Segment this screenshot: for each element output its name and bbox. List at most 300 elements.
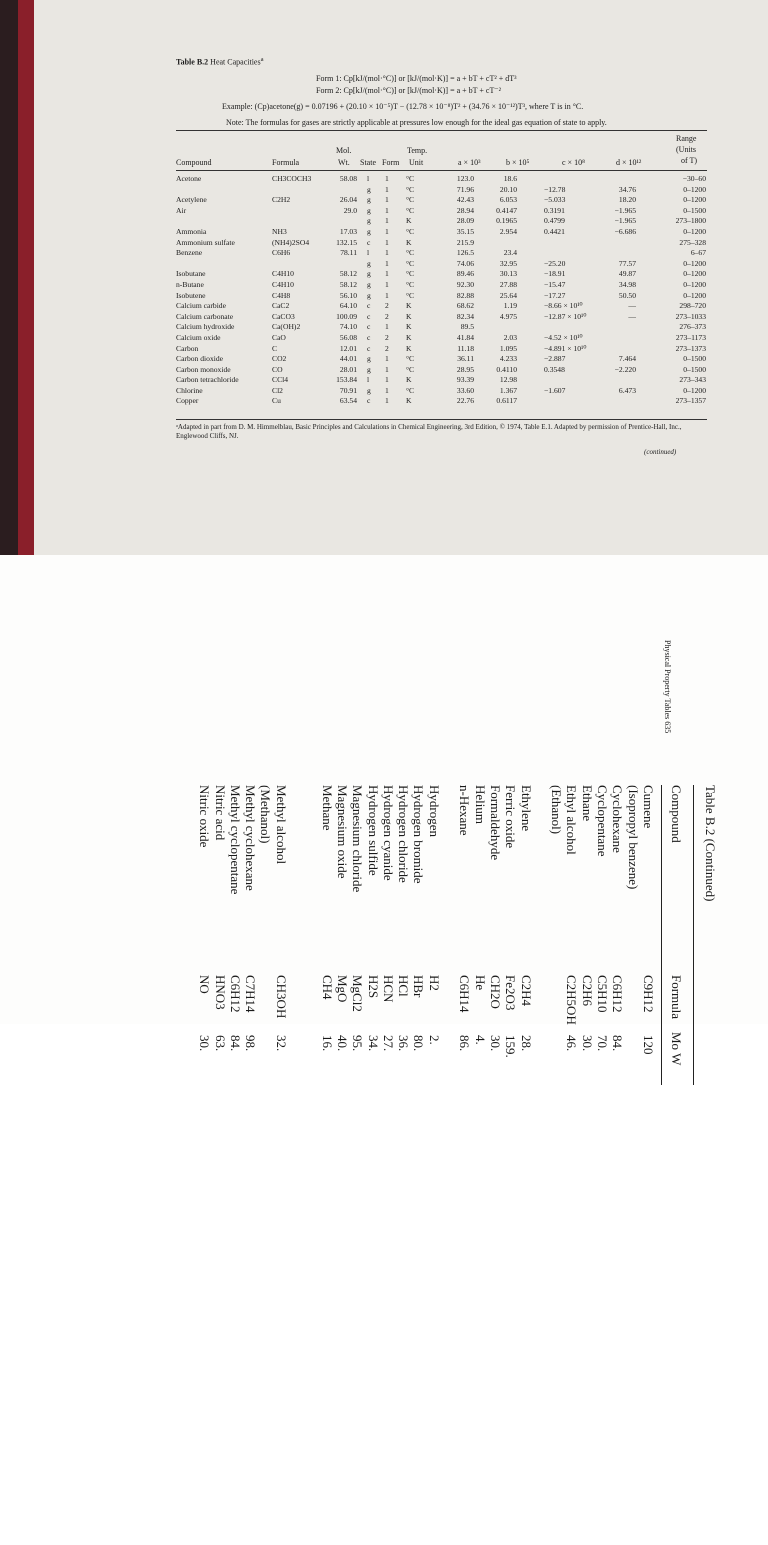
continued-header-molwt: Mo W <box>669 1032 684 1066</box>
table-row <box>176 301 707 312</box>
cell-state: c <box>367 322 371 332</box>
continued-cell-formula: C6H12 <box>227 975 243 1013</box>
cell-formula: Cu <box>272 396 281 406</box>
cell-mol-wt: 29.0 <box>343 205 357 215</box>
table-row <box>176 248 707 259</box>
header-molwt-1: Mol. <box>336 146 352 155</box>
cell-mol-wt: 58.12 <box>339 279 357 289</box>
continued-header-rule <box>661 785 662 1085</box>
continued-cell-formula: C2H4 <box>518 975 534 1007</box>
cell-form: 1 <box>385 354 389 364</box>
cell-state: g <box>367 354 371 364</box>
cell-d: 6.473 <box>618 385 636 395</box>
table-row <box>176 291 707 302</box>
cell-range: 273–1173 <box>675 332 706 342</box>
cell-mol-wt: 63.54 <box>339 396 357 406</box>
continued-cell-compound: Magnesium chloride <box>350 785 366 893</box>
continued-cell-mol-wt: 4. <box>472 1035 488 1045</box>
cell-formula: Ca(OH)2 <box>272 322 301 332</box>
table-row <box>176 386 707 397</box>
continued-cell-compound: Hydrogen cyanide <box>380 785 396 881</box>
cell-form: 1 <box>385 375 389 385</box>
cell-formula: CCl4 <box>272 375 289 385</box>
cell-temp-unit: K <box>406 343 412 353</box>
cell-state: g <box>367 184 371 194</box>
continued-cell-formula: C9H12 <box>641 975 656 1013</box>
cell-range: 273–343 <box>679 375 706 385</box>
cell-range: 273–1357 <box>675 396 706 406</box>
cell-compound: n-Butane <box>176 279 204 289</box>
cell-mol-wt: 58.08 <box>339 174 357 183</box>
cell-c: −12.87 × 10¹⁰ <box>544 311 587 321</box>
continued-cell-mol-wt: 98. <box>243 1035 259 1052</box>
cell-a: 42.43 <box>456 195 474 205</box>
continued-cell-formula: H2 <box>426 975 442 991</box>
formula-form-2: Form 2: Cp[kJ/(mol·°C)] or [kJ/(mol·K)] = a + bT + cT⁻² <box>316 86 501 95</box>
cell-compound: Acetylene <box>176 195 207 205</box>
cell-temp-unit: K <box>406 216 412 226</box>
continued-cell-mol-wt: 86. <box>457 1035 473 1052</box>
cell-compound: Calcium carbonate <box>176 311 234 321</box>
book-cover-strip <box>18 0 34 555</box>
continued-cell-compound: Hydrogen <box>426 785 442 837</box>
continued-header-formula: Formula <box>669 975 684 1020</box>
table-body <box>176 174 707 407</box>
cell-form: 1 <box>385 226 389 236</box>
continued-cell-mol-wt: 34. <box>365 1035 381 1052</box>
cell-mol-wt: 132.15 <box>336 237 357 247</box>
continued-cell-formula: Fe2O3 <box>503 975 519 1011</box>
cell-mol-wt: 100.09 <box>336 311 357 321</box>
cell-b: 0.4110 <box>496 364 517 374</box>
cell-a: 41.84 <box>456 332 474 342</box>
cell-b: 2.954 <box>499 226 517 236</box>
table-top-rule <box>176 130 707 131</box>
continued-cell-formula: HCN <box>380 975 396 1003</box>
cell-range: 6–67 <box>690 248 706 258</box>
continued-cell-mol-wt: 84. <box>227 1035 243 1052</box>
continued-cell-formula: CH4 <box>319 975 335 1000</box>
cell-b: 4.975 <box>499 311 517 321</box>
cell-range: −30–60 <box>682 174 706 183</box>
cell-temp-unit: °C <box>406 364 415 374</box>
cell-a: 28.09 <box>456 216 474 226</box>
continued-cell-formula: C2H6 <box>579 975 595 1007</box>
continued-label: (continued) <box>644 448 677 456</box>
cell-d: — <box>628 311 636 321</box>
running-head: Physical Property Tables 635 <box>663 640 672 734</box>
cell-range: 0–1500 <box>683 364 706 374</box>
cell-formula: C <box>272 343 278 353</box>
continued-cell-mol-wt: 30. <box>579 1035 595 1052</box>
cell-compound: Benzene <box>176 248 203 258</box>
continued-cell-formula: CH3OH <box>273 975 289 1019</box>
cell-c: −2.887 <box>544 354 566 364</box>
cell-a: 68.62 <box>456 301 474 311</box>
table-row <box>176 365 707 376</box>
cell-formula: C4H10 <box>272 279 294 289</box>
cell-b: 27.88 <box>499 279 517 289</box>
cell-mol-wt: 70.91 <box>339 385 357 395</box>
cell-c: −18.91 <box>544 269 566 279</box>
continued-cell-mol-wt: 2. <box>426 1035 442 1045</box>
table-row <box>176 195 707 206</box>
cell-a: 71.96 <box>456 184 474 194</box>
cell-mol-wt: 58.12 <box>339 269 357 279</box>
cell-c: 0.4799 <box>544 216 565 226</box>
cell-formula: CaCO3 <box>272 311 295 321</box>
cell-compound: Carbon monoxide <box>176 364 231 374</box>
cell-a: 28.94 <box>456 205 474 215</box>
continued-top-rule <box>693 785 694 1085</box>
continued-cell-mol-wt: 63. <box>212 1035 228 1052</box>
continued-cell-mol-wt: 16. <box>319 1035 335 1052</box>
cell-compound: Calcium oxide <box>176 332 221 342</box>
cell-range: 276–373 <box>679 322 706 332</box>
cell-temp-unit: °C <box>406 248 415 258</box>
cell-compound: Isobutane <box>176 269 206 279</box>
table-row <box>176 344 707 355</box>
cell-b: 32.95 <box>499 258 517 268</box>
cell-form: 1 <box>385 396 389 406</box>
continued-cell-formula: MgCl2 <box>350 975 366 1012</box>
header-range-2: (Units <box>676 145 696 154</box>
header-b: b × 10⁵ <box>506 158 530 167</box>
cell-state: g <box>367 205 371 215</box>
cell-range: 0–1200 <box>683 226 706 236</box>
cell-compound: Ammonia <box>176 226 207 236</box>
continued-header-compound: Compound <box>669 785 684 843</box>
continued-cell-mol-wt: 32. <box>273 1035 289 1052</box>
cell-state: g <box>367 364 371 374</box>
cell-range: 0–1500 <box>683 205 706 215</box>
cell-temp-unit: K <box>406 375 412 385</box>
cell-temp-unit: K <box>406 237 412 247</box>
cell-form: 2 <box>385 311 389 321</box>
cell-compound: Calcium carbide <box>176 301 226 311</box>
continued-cell-compound: Helium <box>472 785 488 824</box>
header-temp-1: Temp. <box>407 146 428 155</box>
cell-compound: Calcium hydroxide <box>176 322 235 332</box>
cell-form: 1 <box>385 205 389 215</box>
continued-cell-formula: C6H12 <box>610 975 626 1013</box>
continued-cell-mol-wt: 27. <box>380 1035 396 1052</box>
cell-b: 0.6117 <box>496 396 517 406</box>
cell-temp-unit: °C <box>406 385 415 395</box>
cell-range: 0–1200 <box>683 258 706 268</box>
cell-a: 93.39 <box>456 375 474 385</box>
cell-a: 92.30 <box>456 279 474 289</box>
cell-formula: C2H2 <box>272 195 291 205</box>
continued-cell-formula: C5H10 <box>595 975 611 1013</box>
continued-cell-formula: H2S <box>365 975 381 999</box>
table-row <box>176 227 707 238</box>
header-form: Form <box>382 158 400 167</box>
cell-formula: CO <box>272 364 283 374</box>
table-header <box>176 133 707 169</box>
table-row <box>176 375 707 386</box>
cell-mol-wt: 78.11 <box>340 248 357 258</box>
cell-b: 0.1965 <box>496 216 517 226</box>
cell-mol-wt: 12.01 <box>339 343 357 353</box>
cell-b: 18.6 <box>503 174 517 183</box>
cell-a: 35.15 <box>456 226 474 236</box>
continued-cell-compound: Ethane <box>579 785 595 822</box>
continued-cell-formula: CH2O <box>488 975 503 1009</box>
table-header-rule <box>176 170 707 171</box>
cell-mol-wt: 17.03 <box>339 226 357 236</box>
cell-b: 23.4 <box>503 248 517 258</box>
cell-range: 0–1200 <box>683 195 706 205</box>
cell-range: 273–1800 <box>675 216 706 226</box>
cell-c: −25.20 <box>544 258 566 268</box>
continued-cell-compound: Hydrogen chloride <box>396 785 412 883</box>
cell-c: 0.4421 <box>544 226 565 236</box>
cell-temp-unit: °C <box>406 226 415 236</box>
cell-temp-unit: K <box>406 332 412 342</box>
cell-a: 82.34 <box>456 311 474 321</box>
cell-c: −1.607 <box>544 385 566 395</box>
header-c: c × 10⁸ <box>562 158 585 167</box>
note-text: Note: The formulas for gases are strictly applicable at pressures low enough for the ideal gas equation of state to apply. <box>226 118 607 127</box>
continued-cell-compound: Hydrogen bromide <box>411 785 427 884</box>
cell-d: −6.686 <box>614 226 636 236</box>
cell-compound: Carbon dioxide <box>176 354 224 364</box>
cell-temp-unit: °C <box>406 184 415 194</box>
table-bottom-rule <box>176 419 707 420</box>
header-a: a × 10³ <box>458 158 481 167</box>
header-d: d × 10¹² <box>616 158 642 167</box>
header-molwt-2: Wt. <box>338 158 350 167</box>
cell-compound: Carbon tetrachloride <box>176 375 239 385</box>
continued-cell-compound: n-Hexane <box>457 785 473 836</box>
continued-cell-compound: Cumene <box>641 785 656 829</box>
cell-mol-wt: 74.10 <box>339 322 357 332</box>
cell-d: 34.98 <box>618 279 636 289</box>
cell-state: g <box>367 216 371 226</box>
cell-state: c <box>367 396 371 406</box>
cell-b: 20.10 <box>499 184 517 194</box>
cell-a: 74.06 <box>456 258 474 268</box>
table-row <box>176 216 707 227</box>
cell-a: 22.76 <box>456 396 474 406</box>
cell-state: c <box>367 237 371 247</box>
continued-cell-compound: Methyl alcohol <box>273 785 289 865</box>
cell-mol-wt: 56.10 <box>339 290 357 300</box>
cell-formula: CaO <box>272 332 286 342</box>
cell-form: 1 <box>385 258 389 268</box>
cell-formula: CH3COCH3 <box>272 174 312 183</box>
cell-temp-unit: K <box>406 322 412 332</box>
cell-form: 2 <box>385 332 389 342</box>
continued-cell-mol-wt: 95. <box>350 1035 366 1052</box>
cell-d: 34.76 <box>618 184 636 194</box>
continued-cell-compound: Methyl cyclohexane <box>243 785 259 891</box>
cell-compound: Copper <box>176 396 199 406</box>
cell-c: −17.27 <box>544 290 566 300</box>
continued-cell-formula: HNO3 <box>212 975 228 1010</box>
cell-formula: CO2 <box>272 354 287 364</box>
table-row <box>176 280 707 291</box>
cell-range: 0–1200 <box>683 269 706 279</box>
cell-mol-wt: 26.04 <box>339 195 357 205</box>
header-compound: Compound <box>176 158 212 167</box>
continued-cell-mol-wt: 84. <box>610 1035 626 1052</box>
cell-formula: NH3 <box>272 226 287 236</box>
continued-cell-formula: HBr <box>411 975 427 998</box>
formula-form-1: Form 1: Cp[kJ/(mol·°C)] or [kJ/(mol·K)] = a + bT + cT² + dT³ <box>316 74 517 83</box>
continued-cell-compound: Nitric acid <box>212 785 228 841</box>
cell-b: 2.03 <box>503 332 517 342</box>
table-row <box>176 312 707 323</box>
cell-d: 77.57 <box>618 258 636 268</box>
cell-a: 33.60 <box>456 385 474 395</box>
cell-mol-wt: 28.01 <box>339 364 357 374</box>
cell-range: 0–1200 <box>683 385 706 395</box>
continued-cell-formula: MgO <box>335 975 350 1003</box>
cell-d: −1.965 <box>614 205 636 215</box>
cell-compound: Air <box>176 205 187 215</box>
cell-temp-unit: °C <box>406 269 415 279</box>
cell-temp-unit: °C <box>406 279 415 289</box>
cell-temp-unit: °C <box>406 290 415 300</box>
cell-b: 12.98 <box>499 375 517 385</box>
cell-compound: Carbon <box>176 343 199 353</box>
cell-temp-unit: °C <box>406 195 415 205</box>
cell-mol-wt: 56.08 <box>339 332 357 342</box>
footnote: ᵃAdapted in part from D. M. Himmelblau, Basic Principles and Calculations in Chemical Engineering, 3rd Edition, © 1974, Table E.1. Adapted by permission of Prentice-Hall, Inc., Englewood Cliffs, NJ. <box>176 423 682 440</box>
cell-form: 1 <box>385 195 389 205</box>
continued-cell-formula: HCl <box>396 975 412 997</box>
cell-state: g <box>367 195 371 205</box>
cell-b: 0.4147 <box>496 205 517 215</box>
cell-a: 11.18 <box>457 343 474 353</box>
cell-form: 1 <box>385 184 389 194</box>
cell-mol-wt: 153.84 <box>336 375 357 385</box>
cell-form: 1 <box>385 279 389 289</box>
cell-range: 298–720 <box>679 301 706 311</box>
cell-state: c <box>367 332 371 342</box>
cell-form: 1 <box>385 364 389 374</box>
cell-b: 30.13 <box>499 269 517 279</box>
continued-cell-formula: C2H5OH <box>564 975 580 1025</box>
continued-cell-formula: He <box>472 975 488 991</box>
cell-state: c <box>367 311 371 321</box>
cell-formula: CaC2 <box>272 301 290 311</box>
cell-compound: Ammonium sulfate <box>176 237 235 247</box>
cell-form: 1 <box>385 248 389 258</box>
header-range-1: Range <box>676 134 697 143</box>
continued-cell-compound: Nitric oxide <box>197 785 213 848</box>
continued-cell-mol-wt: 30. <box>488 1035 503 1052</box>
book-spine-edge <box>0 0 18 555</box>
cell-state: g <box>367 258 371 268</box>
cell-temp-unit: K <box>406 301 412 311</box>
continued-cell-compound: Ethylene <box>518 785 534 832</box>
continued-cell-mol-wt: 30. <box>197 1035 213 1052</box>
cell-c: −8.66 × 10¹⁰ <box>544 301 583 311</box>
table-row <box>176 322 707 333</box>
cell-state: g <box>367 290 371 300</box>
continued-cell-compound: (Ethanol) <box>549 785 565 835</box>
continued-cell-formula: C7H14 <box>243 975 259 1013</box>
cell-a: 215.9 <box>456 237 474 247</box>
cell-form: 1 <box>385 237 389 247</box>
cell-range: 0–1200 <box>683 290 706 300</box>
continued-cell-mol-wt: 46. <box>564 1035 580 1052</box>
continued-cell-compound: Magnesium oxide <box>335 785 350 879</box>
cell-state: c <box>367 301 371 311</box>
cell-formula: C4H8 <box>272 290 291 300</box>
continued-table <box>58 785 718 1545</box>
table-row <box>176 396 707 407</box>
cell-form: 1 <box>385 216 389 226</box>
cell-formula: (NH4)2SO4 <box>272 237 310 247</box>
cell-compound: Isobutene <box>176 290 206 300</box>
cell-state: l <box>367 174 370 183</box>
table-row <box>176 259 707 270</box>
continued-cell-compound: Ferric oxide <box>503 785 519 849</box>
cell-b: 6.053 <box>499 195 517 205</box>
cell-c: −12.78 <box>544 184 566 194</box>
table-row <box>176 269 707 280</box>
cell-range: 275–328 <box>679 237 706 247</box>
continued-title: Table B.2 (Continued) <box>703 785 718 902</box>
cell-a: 36.11 <box>457 354 474 364</box>
cell-b: 25.64 <box>499 290 517 300</box>
continued-cell-compound: Cyclohexane <box>610 785 626 853</box>
continued-cell-mol-wt: 36. <box>396 1035 412 1052</box>
continued-cell-mol-wt: 28. <box>518 1035 534 1052</box>
continued-cell-formula: NO <box>197 975 213 994</box>
table-row <box>176 238 707 249</box>
cell-a: 126.5 <box>456 248 474 258</box>
cell-form: 1 <box>385 174 389 183</box>
cell-form: 1 <box>385 385 389 395</box>
continued-cell-formula: C6H14 <box>457 975 473 1013</box>
continued-cell-compound: (Methanol) <box>258 785 274 844</box>
cell-d: 49.87 <box>618 269 636 279</box>
continued-cell-mol-wt: 80. <box>411 1035 427 1052</box>
continued-cell-compound: Methyl cyclopentane <box>227 785 243 895</box>
cell-mol-wt: 44.01 <box>339 354 357 364</box>
cell-range: 0–1200 <box>683 279 706 289</box>
cell-formula: Cl2 <box>272 385 283 395</box>
cell-a: 89.46 <box>456 269 474 279</box>
cell-b: 1.19 <box>503 301 517 311</box>
cell-c: −4.891 × 10¹⁰ <box>544 343 587 353</box>
continued-cell-mol-wt: 40. <box>335 1035 350 1052</box>
cell-range: 0–1200 <box>683 184 706 194</box>
cell-compound: Chlorine <box>176 385 203 395</box>
continued-cell-compound: Cyclopentane <box>595 785 611 857</box>
cell-form: 2 <box>385 343 389 353</box>
continued-cell-compound: Hydrogen sulfide <box>365 785 381 876</box>
cell-d: 50.50 <box>618 290 636 300</box>
header-range-3: of T) <box>681 156 698 165</box>
header-formula: Formula <box>272 158 300 167</box>
table-row <box>176 333 707 344</box>
cell-temp-unit: °C <box>406 205 415 215</box>
cell-formula: C6H6 <box>272 248 291 258</box>
cell-d: −1.965 <box>614 216 636 226</box>
cell-form: 1 <box>385 290 389 300</box>
cell-a: 28.95 <box>456 364 474 374</box>
cell-temp-unit: °C <box>406 258 415 268</box>
cell-c: 0.3191 <box>544 205 565 215</box>
cell-b: 1.367 <box>499 385 517 395</box>
cell-state: g <box>367 226 371 236</box>
